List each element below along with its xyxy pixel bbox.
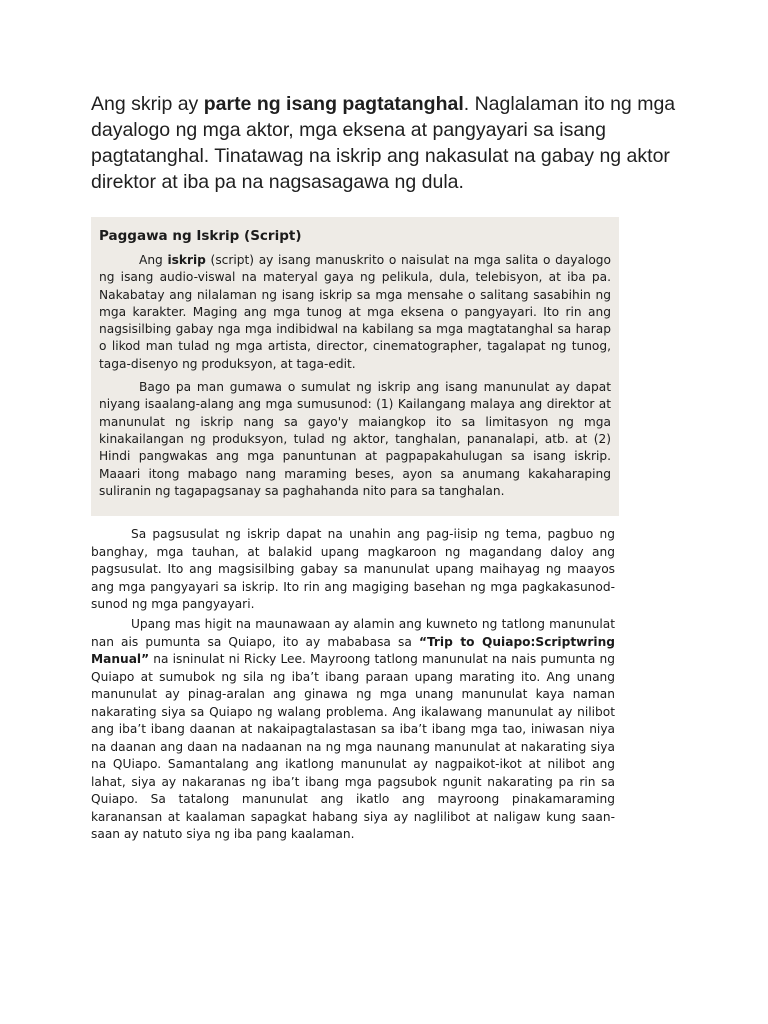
scanned-excerpt <box>91 217 619 516</box>
section-paragraph-2: Bago pa man gumawa o sumulat ng iskrip ang isang manunulat ay dapat niyang isaalang-alang ang mga sumusunod: (1) Kailangang malaya ang direktor at manunulat ng iskrip nang sa gayo'y maiangkop ito sa limitasyon ng mga kinakailangan ng produksyon, tulad ng aktor, tanghalan, pananalapi, atb. at (2) Hindi pangwakas ang mga panuntunan at pagpapakahulugan sa isang iskrip. Maaari itong mabago nang maraming beses, ayon sa anumang kakaharaping suliranin ng tagapagsanay sa paghahanda nito para sa tanghalan. <box>99 380 611 498</box>
section-p1-end: (script) ay isang manuskrito o naisulat na mga salita o dayalogo ng isang audio-viswal na materyal gaya ng pelikula, dula, telebisyon, at iba pa. Nakabatay ang nilalaman ng isang iskrip sa mga mensahe o salitang sasabihin ng mga karakter. Maging ang mga tunog at mga eksena o pangyayari. Ito rin ang nagsisilbing gabay nga mga indibidwal na kabilang sa mga magtatanghal sa harap o likod man tulad ng mga artista, director, cinematographer, tagalapat ng tunog, taga-disenyo ng produksyon, at taga-edit. <box>99 253 611 371</box>
intro-text-start: Ang skrip ay <box>91 93 204 115</box>
p4-start: Upang mas higit na maunawaan ay alamin ang kuwneto ng tatlong manunulat nan ais pumunta sa Quiapo, ito ay mababasa sa <box>91 617 615 649</box>
paragraph-3-text: Sa pagsusulat ng iskrip dapat na unahin ang pag-iisip ng tema, pagbuo ng banghay, mga tauhan, at balakid upang magkaroon ng magandang daloy ang pagsusulat. Ito ang magsisilbing gabay sa manunulat upang maihayag ng maayos ang mga pangyayari sa iskrip. Ito rin ang magiging basehan ng mga pagkakasunod-sunod ng mga pangyayari. <box>91 527 615 611</box>
body-paragraph-3 <box>91 526 615 614</box>
intro-paragraph <box>91 91 691 195</box>
body-paragraph-4 <box>91 616 615 844</box>
paragraph-4-text <box>91 616 615 844</box>
section-paragraph-1 <box>99 252 611 373</box>
intro-bold-phrase: parte ng isang pagtatanghal <box>203 93 464 115</box>
section-p1-start: Ang <box>139 253 168 267</box>
intro-text-end: . Naglalaman ito ng mga dayalogo ng mga aktor, mga eksena at pangyayari sa isang pagtatanghal. Tinatawag na iskrip ang nakasulat na gabay ng aktor direktor at iba pa na nagsasagawa ng dula. <box>91 93 676 193</box>
p4-bold-title: “Trip to Quiapo:Scriptwring Manual” <box>91 634 615 666</box>
section-title: Paggawa ng Iskrip (Script) <box>99 228 302 244</box>
section-p1-bold: iskrip <box>167 253 206 267</box>
p4-end: na isninulat ni Ricky Lee. Mayroong tatlong manunulat na nais pumunta ng Quiapo at sumubok ng sila ng iba’t ibang paraan upang marating ito. Ang unang manunulat ay pinag-aralan ang ginawa ng mga unang manunulat kaya naman nakarating siya sa Quiapo ng walang problema. Ang ikalawang manunulat ay nilibot ang iba’t ibang daanan at nakaipagtalastasan sa iba’t ibang mga tao, iniwasan niya na daanan ang daan na nadaanan na ng mga naunang manunulat at nakarating siya na QUiapo. Samantalang ang ikatlong manunulat ay nagpaikot-ikot at nilibot ang lahat, siya ay nakaranas ng iba’t ibang mga pagsubok ngunit nakarating pa rin sa Quiapo. Sa tatalong manunulat ang ikatlo ang mayroong pinakamaraming karanansan at kaalaman sapagkat habang siya ay naglilibot at naligaw kung saan-saan ay natuto siya ng iba pang kaalaman. <box>91 652 615 841</box>
